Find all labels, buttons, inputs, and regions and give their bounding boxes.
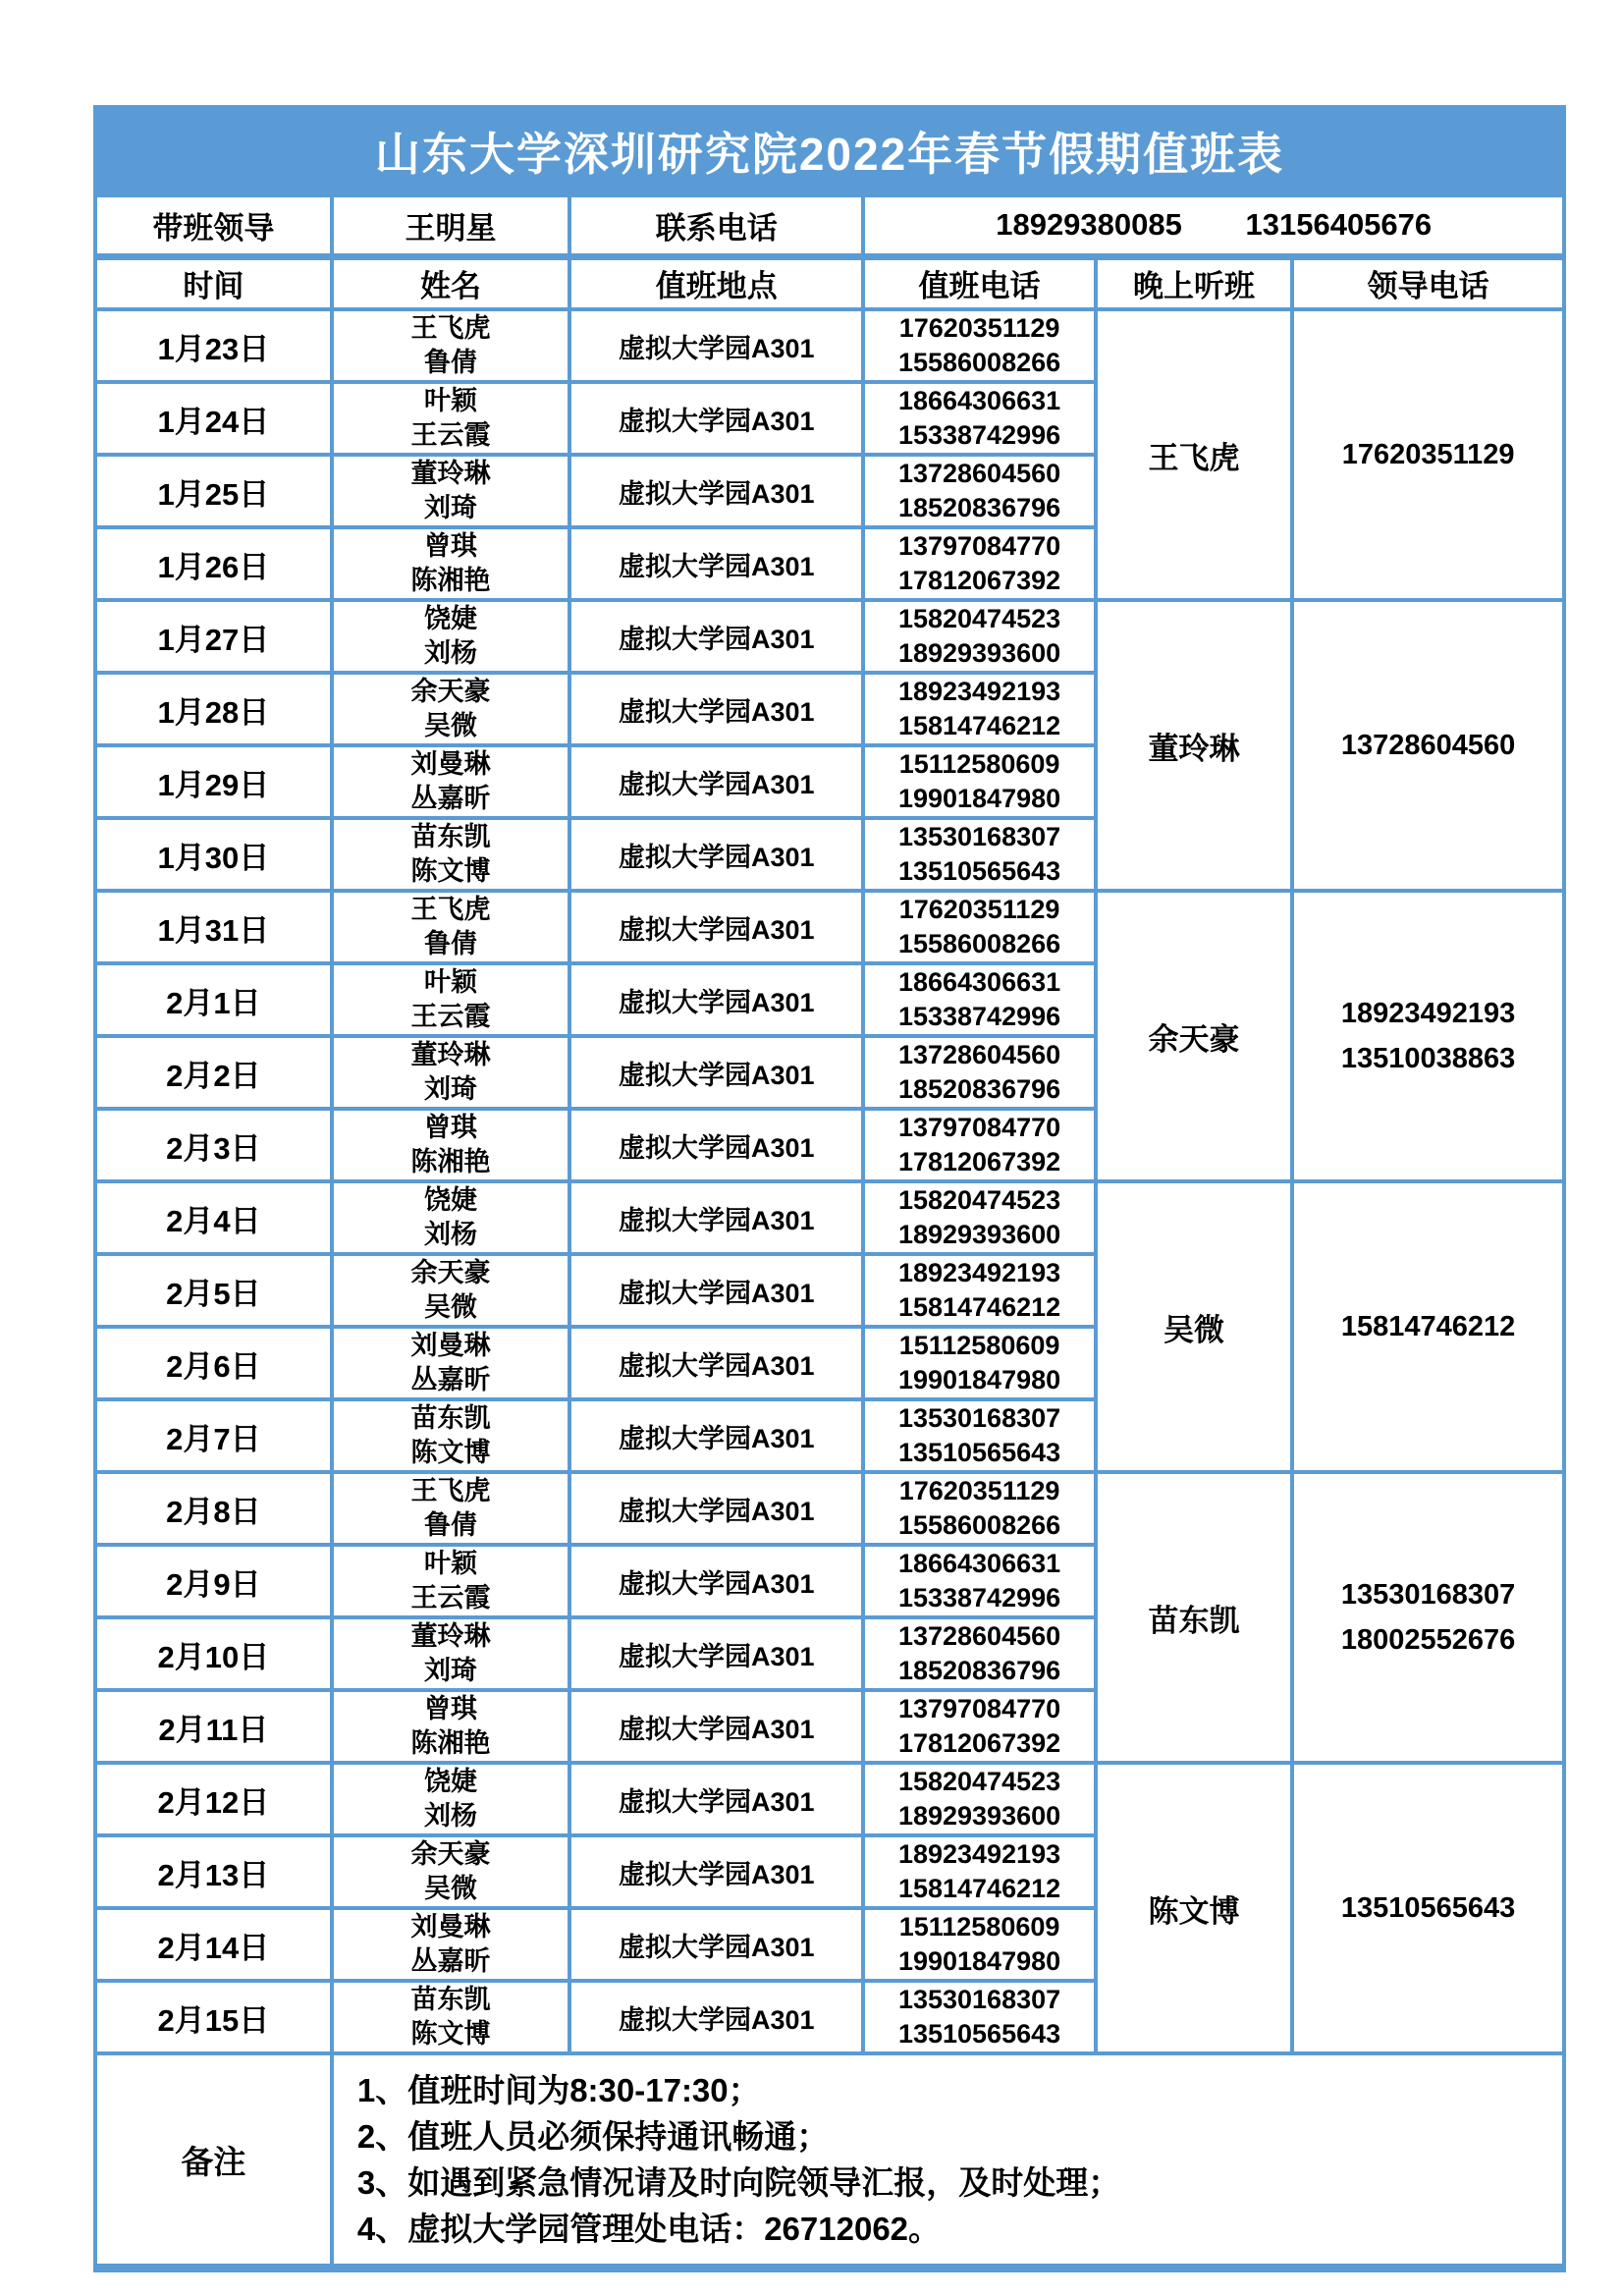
location-cell: 虚拟大学园A301 xyxy=(569,1472,863,1545)
duty-phone: 18520836796 xyxy=(897,1656,1061,1685)
location-cell: 虚拟大学园A301 xyxy=(569,745,863,818)
date-cell: 1月31日 xyxy=(95,891,332,963)
person-name: 余天豪 xyxy=(410,677,491,706)
names-cell xyxy=(332,1545,569,1617)
phones-cell xyxy=(863,891,1095,963)
names-cell xyxy=(332,1690,569,1763)
person-name: 王飞虎 xyxy=(410,1476,491,1505)
duty-row xyxy=(95,891,1564,963)
phones-cell xyxy=(863,1981,1095,2053)
person-name: 刘杨 xyxy=(424,1220,478,1249)
names-cell xyxy=(332,309,569,382)
names-cell xyxy=(332,818,569,891)
location-cell: 虚拟大学园A301 xyxy=(569,455,863,527)
date-cell: 2月8日 xyxy=(95,1472,332,1545)
phones-cell xyxy=(863,1109,1095,1181)
duty-phone: 13728604560 xyxy=(897,1040,1061,1069)
info-row xyxy=(95,195,1564,256)
notes-body xyxy=(332,2053,1564,2269)
duty-row xyxy=(95,600,1564,673)
duty-phone: 19901847980 xyxy=(897,784,1061,813)
duty-phone: 18664306631 xyxy=(897,386,1061,415)
date-cell: 1月23日 xyxy=(95,309,332,382)
person-name: 刘琦 xyxy=(424,1656,478,1685)
date-cell: 2月1日 xyxy=(95,963,332,1036)
duty-phone: 18929393600 xyxy=(897,638,1061,668)
location-cell: 虚拟大学园A301 xyxy=(569,1109,863,1181)
duty-phone: 15338742996 xyxy=(897,420,1061,450)
duty-phone: 17620351129 xyxy=(898,895,1060,924)
person-name: 余天豪 xyxy=(410,1258,491,1287)
location-cell: 虚拟大学园A301 xyxy=(569,891,863,963)
note-item: 2、值班人员必须保持通讯畅通； xyxy=(356,2118,830,2155)
duty-phone: 18923492193 xyxy=(897,1839,1061,1869)
leader-phone: 18923492193 xyxy=(1340,998,1516,1029)
phones-cell xyxy=(863,963,1095,1036)
names-cell xyxy=(332,745,569,818)
names-cell xyxy=(332,673,569,745)
duty-phone: 15112580609 xyxy=(898,1331,1060,1360)
names-cell xyxy=(332,1763,569,1835)
leader-phone-cell xyxy=(1292,1472,1564,1763)
phones-cell xyxy=(863,1835,1095,1908)
date-cell: 2月3日 xyxy=(95,1109,332,1181)
names-cell xyxy=(332,1254,569,1327)
column-header-time: 时间 xyxy=(95,256,332,309)
date-cell: 2月6日 xyxy=(95,1327,332,1399)
notes-label: 备注 xyxy=(95,2053,332,2269)
date-cell: 2月7日 xyxy=(95,1399,332,1472)
phones-cell xyxy=(863,818,1095,891)
phones-cell xyxy=(863,1254,1095,1327)
person-name: 饶婕 xyxy=(424,604,478,633)
date-cell: 2月15日 xyxy=(95,1981,332,2053)
leader-phone: 17620351129 xyxy=(1341,439,1515,470)
names-cell xyxy=(332,527,569,600)
location-cell: 虚拟大学园A301 xyxy=(569,818,863,891)
phones-cell xyxy=(863,1472,1095,1545)
phones-cell xyxy=(863,455,1095,527)
duty-phone: 18923492193 xyxy=(897,1258,1061,1287)
person-name: 苗东凯 xyxy=(410,1403,491,1433)
person-name: 王云霞 xyxy=(410,1002,491,1031)
names-cell xyxy=(332,455,569,527)
phones-cell xyxy=(863,1908,1095,1981)
leader-phone-cell xyxy=(1292,891,1564,1181)
duty-phone: 18664306631 xyxy=(897,967,1061,997)
names-cell xyxy=(332,1835,569,1908)
column-header-leader-phone: 领导电话 xyxy=(1292,256,1564,309)
person-name: 陈文博 xyxy=(410,2019,491,2049)
duty-phone: 13797084770 xyxy=(897,1113,1061,1142)
date-cell: 2月13日 xyxy=(95,1835,332,1908)
roster-body xyxy=(95,309,1564,2053)
phones-cell xyxy=(863,1690,1095,1763)
night-monitor-cell: 陈文博 xyxy=(1096,1763,1292,2053)
names-cell xyxy=(332,1109,569,1181)
names-cell xyxy=(332,1981,569,2053)
person-name: 陈文博 xyxy=(410,1438,491,1467)
leader-phone: 13530168307 xyxy=(1340,1579,1516,1611)
location-cell: 虚拟大学园A301 xyxy=(569,1617,863,1690)
phones-cell xyxy=(863,673,1095,745)
person-name: 曾琪 xyxy=(424,1113,478,1142)
names-cell xyxy=(332,1399,569,1472)
person-name: 鲁倩 xyxy=(424,1510,478,1540)
lead-name: 王明星 xyxy=(332,195,569,256)
notes-row xyxy=(95,2053,1564,2269)
names-cell xyxy=(332,1181,569,1254)
duty-phone: 15814746212 xyxy=(897,1874,1061,1903)
person-name: 叶颖 xyxy=(424,386,478,415)
date-cell: 2月14日 xyxy=(95,1908,332,1981)
person-name: 丛嘉昕 xyxy=(410,1946,491,1976)
duty-phone: 13510565643 xyxy=(897,2019,1061,2049)
location-cell: 虚拟大学园A301 xyxy=(569,1545,863,1617)
contact-label: 联系电话 xyxy=(569,195,863,256)
duty-phone: 15820474523 xyxy=(897,604,1061,633)
names-cell xyxy=(332,963,569,1036)
phones-cell xyxy=(863,1399,1095,1472)
note-item: 4、虚拟大学园管理处电话：26712062。 xyxy=(356,2211,942,2247)
person-name: 刘琦 xyxy=(424,493,478,522)
duty-phone: 17812067392 xyxy=(897,566,1061,595)
leader-phone: 13728604560 xyxy=(1340,730,1516,761)
phones-cell xyxy=(863,382,1095,455)
night-monitor-cell: 苗东凯 xyxy=(1096,1472,1292,1763)
person-name: 叶颖 xyxy=(424,1549,478,1578)
night-monitor-cell: 余天豪 xyxy=(1096,891,1292,1181)
person-name: 鲁倩 xyxy=(424,929,478,958)
duty-phone: 18923492193 xyxy=(897,677,1061,706)
person-name: 丛嘉昕 xyxy=(410,784,491,813)
person-name: 余天豪 xyxy=(410,1839,491,1869)
phones-cell xyxy=(863,527,1095,600)
duty-phone: 13530168307 xyxy=(897,1403,1061,1433)
duty-phone: 15112580609 xyxy=(898,749,1060,779)
names-cell xyxy=(332,1908,569,1981)
duty-row xyxy=(95,1181,1564,1254)
person-name: 刘曼琳 xyxy=(410,1912,491,1941)
location-cell: 虚拟大学园A301 xyxy=(569,963,863,1036)
person-name: 苗东凯 xyxy=(410,822,491,851)
column-header-duty-phone: 值班电话 xyxy=(863,256,1095,309)
duty-phone: 17620351129 xyxy=(898,1476,1060,1505)
date-cell: 1月25日 xyxy=(95,455,332,527)
column-header-night-monitor: 晚上听班 xyxy=(1096,256,1292,309)
date-cell: 1月28日 xyxy=(95,673,332,745)
duty-phone: 18929393600 xyxy=(897,1801,1061,1831)
contact-phone-2: 13156405676 xyxy=(1245,207,1433,243)
duty-phone: 17620351129 xyxy=(898,313,1060,343)
person-name: 董玲琳 xyxy=(410,459,491,488)
date-cell: 2月12日 xyxy=(95,1763,332,1835)
person-name: 吴微 xyxy=(424,1292,478,1322)
duty-phone: 13530168307 xyxy=(897,1985,1061,2014)
duty-roster-sheet xyxy=(93,105,1566,2272)
person-name: 王飞虎 xyxy=(410,313,491,343)
duty-phone: 15814746212 xyxy=(897,711,1061,740)
duty-phone: 15820474523 xyxy=(897,1185,1061,1215)
person-name: 叶颖 xyxy=(424,967,478,997)
person-name: 刘曼琳 xyxy=(410,1331,491,1360)
location-cell: 虚拟大学园A301 xyxy=(569,673,863,745)
names-cell xyxy=(332,382,569,455)
date-cell: 2月4日 xyxy=(95,1181,332,1254)
contact-phones xyxy=(863,195,1564,256)
location-cell: 虚拟大学园A301 xyxy=(569,1835,863,1908)
duty-row xyxy=(95,1472,1564,1545)
person-name: 董玲琳 xyxy=(410,1621,491,1651)
person-name: 董玲琳 xyxy=(410,1040,491,1069)
page-title: 山东大学深圳研究院2022年春节假期值班表 xyxy=(95,107,1564,195)
person-name: 王飞虎 xyxy=(410,895,491,924)
location-cell: 虚拟大学园A301 xyxy=(569,1399,863,1472)
names-cell xyxy=(332,891,569,963)
duty-phone: 13530168307 xyxy=(897,822,1061,851)
person-name: 鲁倩 xyxy=(424,348,478,377)
leader-phone-cell xyxy=(1292,1181,1564,1472)
date-cell: 1月30日 xyxy=(95,818,332,891)
duty-phone: 17812067392 xyxy=(897,1147,1061,1176)
column-header-row xyxy=(95,256,1564,309)
leader-phone-cell xyxy=(1292,1763,1564,2053)
person-name: 王云霞 xyxy=(410,420,491,450)
duty-phone: 18520836796 xyxy=(897,1074,1061,1104)
names-cell xyxy=(332,600,569,673)
title-row xyxy=(95,107,1564,195)
person-name: 刘杨 xyxy=(424,638,478,668)
person-name: 陈湘艳 xyxy=(410,566,491,595)
duty-phone: 15586008266 xyxy=(897,1510,1061,1540)
night-monitor-cell: 王飞虎 xyxy=(1096,309,1292,600)
date-cell: 1月27日 xyxy=(95,600,332,673)
duty-phone: 15586008266 xyxy=(897,929,1061,958)
person-name: 吴微 xyxy=(424,1874,478,1903)
duty-phone: 18664306631 xyxy=(897,1549,1061,1578)
leader-phone: 15814746212 xyxy=(1340,1311,1516,1342)
person-name: 苗东凯 xyxy=(410,1985,491,2014)
leader-phone-cell xyxy=(1292,309,1564,600)
phones-cell xyxy=(863,1763,1095,1835)
location-cell: 虚拟大学园A301 xyxy=(569,1254,863,1327)
duty-phone: 15814746212 xyxy=(897,1292,1061,1322)
person-name: 吴微 xyxy=(424,711,478,740)
duty-phone: 15338742996 xyxy=(897,1002,1061,1031)
person-name: 陈湘艳 xyxy=(410,1147,491,1176)
date-cell: 2月9日 xyxy=(95,1545,332,1617)
date-cell: 2月2日 xyxy=(95,1036,332,1109)
lead-label: 带班领导 xyxy=(95,195,332,256)
phones-cell xyxy=(863,1327,1095,1399)
note-item: 1、值班时间为8:30-17:30； xyxy=(356,2072,761,2108)
duty-phone: 17812067392 xyxy=(897,1728,1061,1758)
location-cell: 虚拟大学园A301 xyxy=(569,1908,863,1981)
phones-cell xyxy=(863,1545,1095,1617)
names-cell xyxy=(332,1036,569,1109)
duty-roster-table xyxy=(93,105,1566,2272)
phones-cell xyxy=(863,745,1095,818)
duty-phone: 15586008266 xyxy=(897,348,1061,377)
duty-phone: 15820474523 xyxy=(897,1767,1061,1796)
duty-phone: 15112580609 xyxy=(898,1912,1060,1941)
person-name: 饶婕 xyxy=(424,1185,478,1215)
location-cell: 虚拟大学园A301 xyxy=(569,1981,863,2053)
column-header-name: 姓名 xyxy=(332,256,569,309)
duty-phone: 19901847980 xyxy=(897,1946,1061,1976)
duty-phone: 13728604560 xyxy=(897,1621,1061,1651)
duty-phone: 13797084770 xyxy=(897,531,1061,561)
names-cell xyxy=(332,1327,569,1399)
person-name: 刘琦 xyxy=(424,1074,478,1104)
person-name: 陈湘艳 xyxy=(410,1728,491,1758)
location-cell: 虚拟大学园A301 xyxy=(569,309,863,382)
location-cell: 虚拟大学园A301 xyxy=(569,1327,863,1399)
phones-cell xyxy=(863,1036,1095,1109)
phones-cell xyxy=(863,600,1095,673)
duty-phone: 13797084770 xyxy=(897,1694,1061,1723)
leader-phone: 18002552676 xyxy=(1340,1624,1516,1656)
duty-row xyxy=(95,1763,1564,1835)
person-name: 曾琪 xyxy=(424,1694,478,1723)
date-cell: 1月24日 xyxy=(95,382,332,455)
phones-cell xyxy=(863,1617,1095,1690)
leader-phone-cell xyxy=(1292,600,1564,891)
date-cell: 1月29日 xyxy=(95,745,332,818)
person-name: 刘杨 xyxy=(424,1801,478,1831)
date-cell: 1月26日 xyxy=(95,527,332,600)
date-cell: 2月10日 xyxy=(95,1617,332,1690)
person-name: 丛嘉昕 xyxy=(410,1365,491,1394)
leader-phone: 13510038863 xyxy=(1340,1043,1516,1074)
person-name: 陈文博 xyxy=(410,856,491,886)
duty-phone: 15338742996 xyxy=(897,1583,1061,1613)
phones-cell xyxy=(863,309,1095,382)
duty-phone: 18929393600 xyxy=(897,1220,1061,1249)
note-item: 3、如遇到紧急情况请及时向院领导汇报，及时处理； xyxy=(356,2164,1121,2201)
location-cell: 虚拟大学园A301 xyxy=(569,382,863,455)
names-cell xyxy=(332,1617,569,1690)
duty-phone: 13728604560 xyxy=(897,459,1061,488)
night-monitor-cell: 吴微 xyxy=(1096,1181,1292,1472)
duty-row xyxy=(95,309,1564,382)
location-cell: 虚拟大学园A301 xyxy=(569,527,863,600)
column-header-location: 值班地点 xyxy=(569,256,863,309)
leader-phone: 13510565643 xyxy=(1340,1892,1516,1924)
person-name: 刘曼琳 xyxy=(410,749,491,779)
location-cell: 虚拟大学园A301 xyxy=(569,600,863,673)
date-cell: 2月11日 xyxy=(95,1690,332,1763)
names-cell xyxy=(332,1472,569,1545)
duty-phone: 13510565643 xyxy=(897,1438,1061,1467)
person-name: 饶婕 xyxy=(424,1767,478,1796)
person-name: 曾琪 xyxy=(424,531,478,561)
location-cell: 虚拟大学园A301 xyxy=(569,1181,863,1254)
phones-cell xyxy=(863,1181,1095,1254)
location-cell: 虚拟大学园A301 xyxy=(569,1763,863,1835)
duty-phone: 18520836796 xyxy=(897,493,1061,522)
location-cell: 虚拟大学园A301 xyxy=(569,1036,863,1109)
duty-phone: 13510565643 xyxy=(897,856,1061,886)
date-cell: 2月5日 xyxy=(95,1254,332,1327)
contact-phone-1: 18929380085 xyxy=(996,207,1182,243)
duty-phone: 19901847980 xyxy=(897,1365,1061,1394)
person-name: 王云霞 xyxy=(410,1583,491,1613)
night-monitor-cell: 董玲琳 xyxy=(1096,600,1292,891)
location-cell: 虚拟大学园A301 xyxy=(569,1690,863,1763)
